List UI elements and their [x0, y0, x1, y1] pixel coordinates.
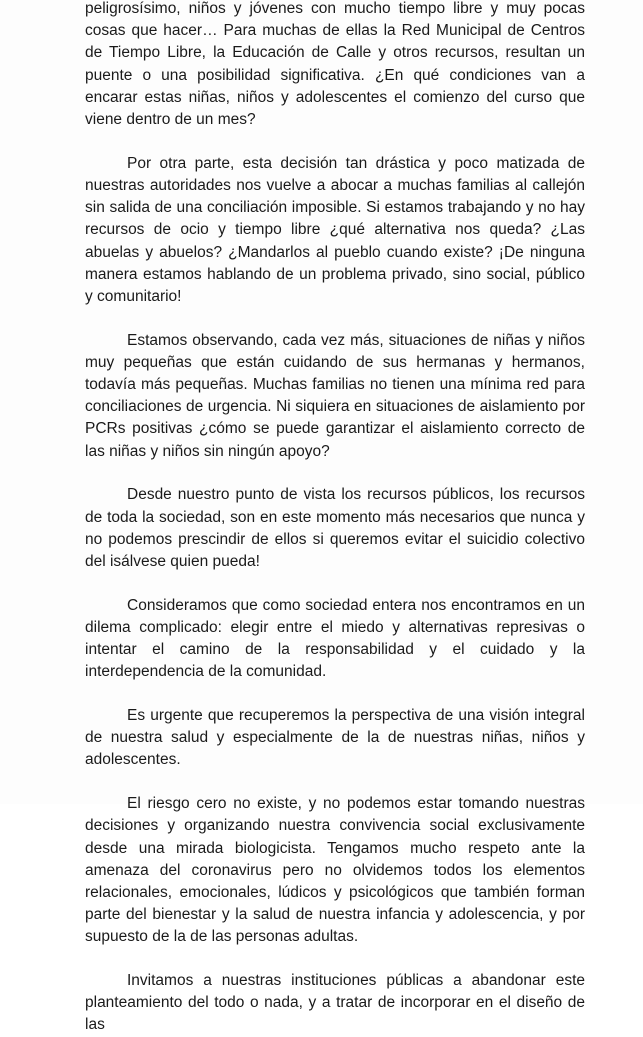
- paragraph-zero-risk: El riesgo cero no existe, y no podemos estar tomando nuestras decisiones y organizando nuestra convivencia social exclusivamente desde una mirada biologicista. Tengamos mucho respeto ante la amenaza del coronavirus pero no olvidemos todos los elementos relacionales, emocionales, lúdicos y psicológicos que también forman parte del bienestar y la salud de nuestra infancia y adolescencia, y por supuesto de la de las personas adultas.: [85, 795, 585, 946]
- paragraph-invitation: Invitamos a nuestras instituciones públicas a abandonar este planteamiento del todo o nada, y a tratar de incorporar en el diseño de las: [85, 972, 585, 1034]
- paragraph-continued: peligrosísimo, niños y jóvenes con mucho tiempo libre y muy pocas cosas que hacer… Para muchas de ellas la Red Municipal de Centros de Tiempo Libre, la Educación de Calle y otros recursos, resultan un puente o una posibilidad significativa. ¿En qué condiciones van a encarar estas niñas, niños y adolescentes el comienzo del curso que viene dentro de un mes?: [85, 0, 585, 129]
- paragraph-dilemma: Consideramos que como sociedad entera nos encontramos en un dilema complicado: elegir entre el miedo y alternativas represivas o intentar el camino de la responsabilidad y el cuidado y la interdependencia de la comunidad.: [85, 596, 585, 681]
- paragraph-public-resources: Desde nuestro punto de vista los recursos públicos, los recursos de toda la sociedad, son en este momento más necesarios que nunca y no podemos prescindir de ellos si queremos evitar el suicidio colectivo del isálvese quien pueda!: [85, 486, 585, 570]
- paragraph-observation: Estamos observando, cada vez más, situaciones de niñas y niños muy pequeñas que están cuidando de sus hermanas y hermanos, todavía más pequeñas. Muchas familias no tienen una mínima red para conciliaciones de urgencia. Ni siquiera en situaciones de aislamiento por PCRs positivas ¿cómo se puede garantizar el aislamiento correcto de las niñas y niños sin ningún apoyo?: [85, 331, 585, 460]
- paragraph-conciliation: Por otra parte, esta decisión tan drástica y poco matizada de nuestras autoridades nos vuelve a abocar a muchas familias al callejón sin salida de una conciliación imposible. Si estamos trabajando y no hay recursos de ocio y tiempo libre ¿qué alternativa nos queda? ¿Las abuelas y abuelos? ¿Mandarlos al pueblo cuando existe? ¡De ninguna manera estamos hablando de un problema privado, sino social, público y comunitario!: [85, 154, 585, 305]
- document-body: [85, 0, 585, 1037]
- paragraph-integral-health: Es urgente que recuperemos la perspectiva de una visión integral de nuestra salud y especialmente de la de nuestras niñas, niños y adolescentes.: [85, 706, 585, 769]
